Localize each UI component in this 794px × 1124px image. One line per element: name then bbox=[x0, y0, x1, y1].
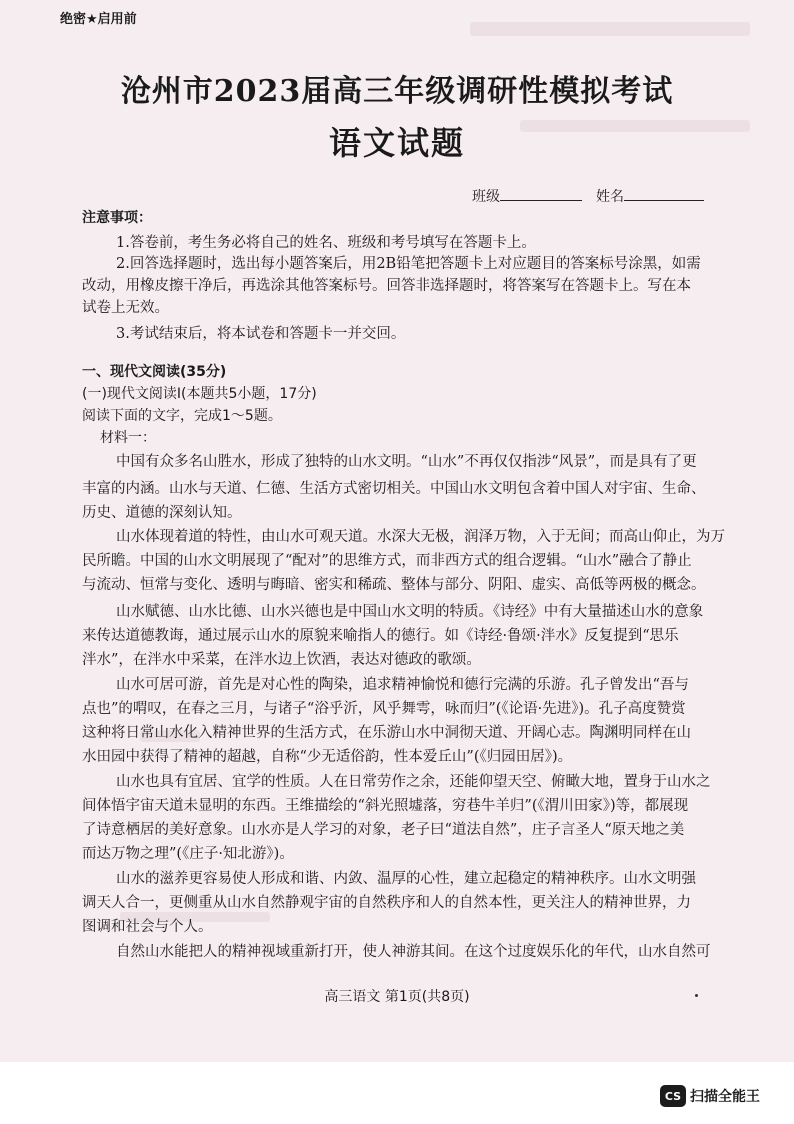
page-footer: 高三语文 第1页(共8页) bbox=[324, 989, 470, 1005]
notice-line: 3.考试结束后，将本试卷和答题卡一并交回。 bbox=[116, 326, 406, 342]
notice-heading: 注意事项： bbox=[82, 210, 152, 226]
section-instruction: 阅读下面的文字，完成1～5题。 bbox=[82, 408, 282, 424]
class-field bbox=[472, 186, 582, 206]
passage-line: 历史、道德的深刻认知。 bbox=[82, 505, 242, 521]
section-heading: 一、现代文阅读(35分) bbox=[82, 364, 227, 380]
notice-line: 改动，用橡皮擦干净后，再选涂其他答案标号。回答非选择题时，将答案写在答题卡上。写在本 bbox=[82, 278, 691, 294]
bleed-through-mark bbox=[470, 22, 750, 36]
passage-line: 了诗意栖居的美好意象。山水亦是人学习的对象，老子曰“道法自然”，庄子言圣人“原天地之美 bbox=[82, 822, 685, 838]
passage-line: 间体悟宇宙天道未显明的东西。王维描绘的“斜光照墟落，穷巷牛羊归”(《渭川田家》)等，都展现 bbox=[82, 798, 689, 814]
material-label: 材料一： bbox=[100, 430, 156, 446]
passage-line: 来传达道德教诲，通过展示山水的原貌来喻指人的德行。如《诗经·鲁颂·泮水》反复提到“思乐 bbox=[82, 628, 679, 644]
notice-line: 试卷上无效。 bbox=[82, 300, 169, 316]
passage-line: 丰富的内涵。山水与天道、仁德、生活方式密切相关。中国山水文明包含着中国人对宇宙、生命、 bbox=[82, 481, 706, 497]
scanner-watermark bbox=[660, 1085, 760, 1107]
section-subheading: (一)现代文阅读Ⅰ(本题共5小题，17分) bbox=[82, 386, 317, 402]
passage-line: 调天人合一，更侧重从山水自然静观宇宙的自然秩序和人的自然本性，更关注人的精神世界，力 bbox=[82, 895, 691, 911]
scanner-label: 扫描全能王 bbox=[690, 1089, 760, 1105]
passage-line: 民所瞻。中国的山水文明展现了“配对”的思维方式，而非西方式的组合逻辑。“山水”融合了静止 bbox=[82, 553, 692, 569]
notice-line: 1.答卷前，考生务必将自己的姓名、班级和考号填写在答题卡上。 bbox=[116, 235, 536, 251]
passage-line: 图调和社会与个人。 bbox=[82, 919, 213, 935]
passage-line: 山水体现着道的特性，由山水可观天道。水深大无极，润泽万物，入于无间；而高山仰止，为万 bbox=[116, 529, 725, 545]
name-label: 姓名 bbox=[596, 189, 624, 205]
exam-title: 沧州市2023届高三年级调研性模拟考试 bbox=[120, 74, 674, 109]
passage-line: 水田园中获得了精神的超越，自称“少无适俗韵，性本爱丘山”(《归园田居》)。 bbox=[82, 749, 573, 765]
class-blank bbox=[500, 186, 582, 201]
camscanner-icon: CS bbox=[660, 1085, 686, 1107]
notice-line: 2.回答选择题时，选出每小题答案后，用2B铅笔把答题卡上对应题目的答案标号涂黑，如需 bbox=[116, 256, 701, 272]
confidential-mark: 绝密★启用前 bbox=[60, 12, 137, 27]
passage-line: 山水的滋养更容易使人形成和谐、内敛、温厚的心性，建立起稳定的精神秩序。山水文明强 bbox=[116, 871, 696, 887]
passage-line: 这种将日常山水化入精神世界的生活方式，在乐游山水中洞彻天道、开阔心志。陶渊明同样在山 bbox=[82, 725, 691, 741]
passage-line: 山水可居可游，首先是对心性的陶染，追求精神愉悦和德行完满的乐游。孔子曾发出“吾与 bbox=[116, 677, 689, 693]
passage-line: 自然山水能把人的精神视域重新打开，使人神游其间。在这个过度娱乐化的年代，山水自然可 bbox=[116, 944, 711, 960]
passage-line: 点也”的喟叹，在春之三月，与诸子“浴乎沂，风乎舞雩，咏而归”(《论语·先进》)。孔子高度赞赏 bbox=[82, 701, 686, 717]
passage-line: 中国有众多名山胜水，形成了独特的山水文明。“山水”不再仅仅指涉“风景”，而是具有了更 bbox=[116, 454, 697, 470]
passage-line: 而达万物之理”(《庄子·知北游》)。 bbox=[82, 846, 294, 862]
name-field bbox=[596, 186, 704, 206]
passage-line: 泮水”，在泮水中采菜，在泮水边上饮酒，表达对德政的歌颂。 bbox=[82, 652, 481, 668]
passage-line: 山水赋德、山水比德、山水兴德也是中国山水文明的特质。《诗经》中有大量描述山水的意象 bbox=[116, 604, 704, 620]
class-label: 班级 bbox=[472, 189, 500, 205]
passage-line: 与流动、恒常与变化、透明与晦暗、密实和稀疏、整体与部分、阴阳、虚实、高低等两极的概念。 bbox=[82, 577, 706, 593]
stray-dot bbox=[695, 994, 698, 997]
passage-line: 山水也具有宜居、宜学的性质。人在日常劳作之余，还能仰望天空、俯瞰大地，置身于山水之 bbox=[116, 774, 711, 790]
name-blank bbox=[624, 186, 704, 201]
exam-subtitle: 语文试题 bbox=[328, 124, 465, 162]
